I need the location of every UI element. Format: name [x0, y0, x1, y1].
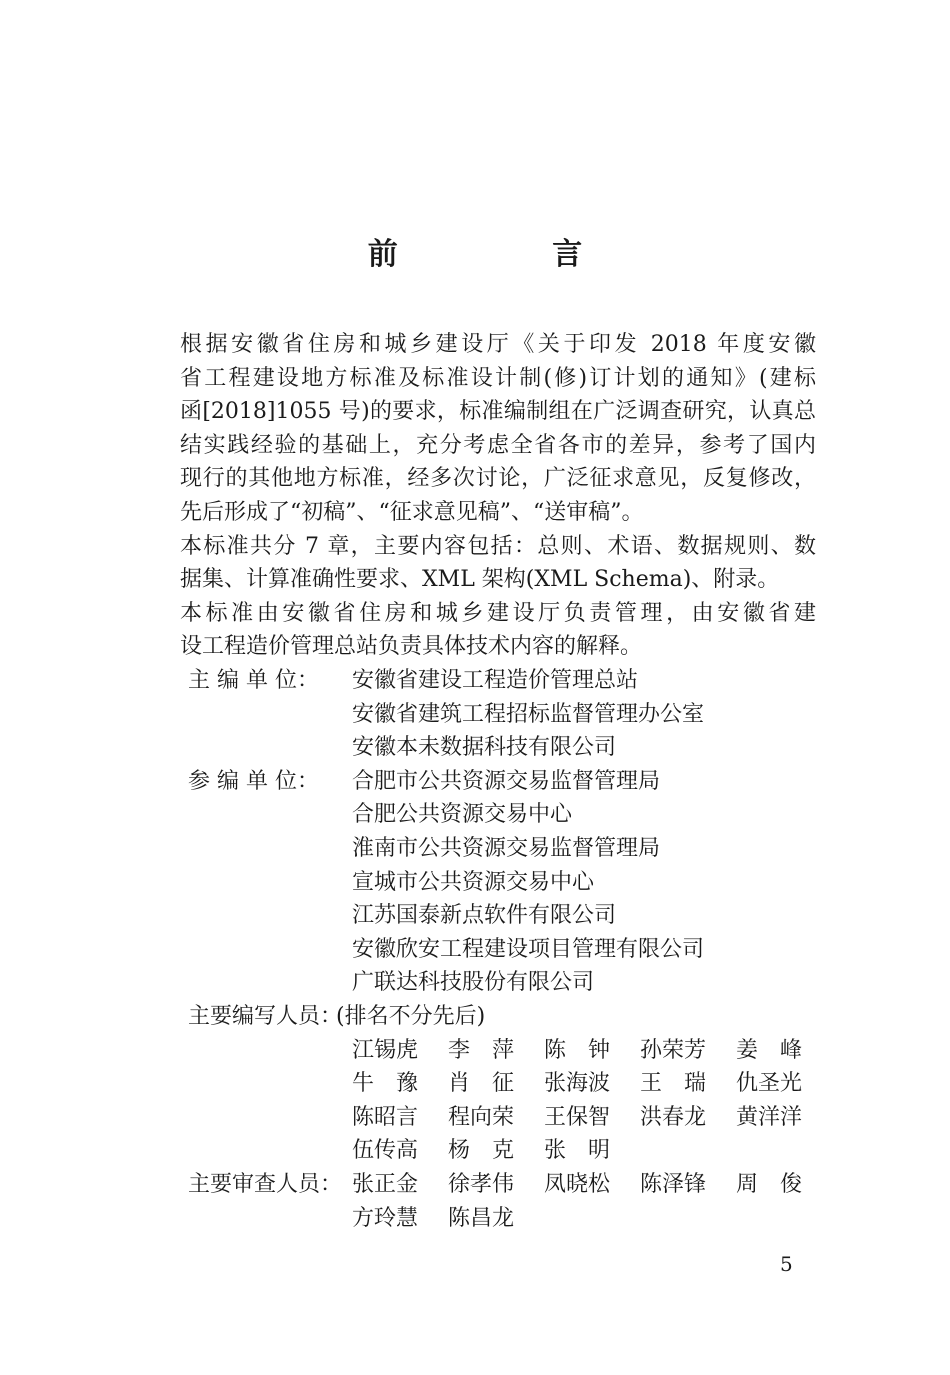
person-name: 王保智 — [544, 1104, 611, 1130]
person-name: 陈泽锋 — [640, 1171, 707, 1197]
co-editor-unit: 宣城市公共资源交易中心 — [352, 869, 595, 895]
chief-editor-unit: 安徽本未数据科技有限公司 — [352, 735, 617, 761]
person-name: 黄洋洋 — [736, 1104, 803, 1130]
text-line: 据集、计算准确性要求、XML 架构(XML Schema)、附录。 — [180, 567, 780, 593]
name-row — [352, 1134, 640, 1168]
person-name: 张海波 — [544, 1071, 611, 1097]
chief-editor-unit: 安徽省建筑工程招标监督管理办公室 — [352, 701, 705, 727]
person-name: 陈昭言 — [352, 1104, 419, 1130]
person-name: 周 俊 — [736, 1171, 803, 1197]
text-line: 省工程建设地方标准及标准设计制(修)订计划的通知》(建标 — [180, 365, 816, 391]
name-row — [352, 1202, 544, 1236]
name-row — [352, 1168, 832, 1202]
co-editor-unit: 淮南市公共资源交易监督管理局 — [352, 835, 661, 861]
page-number: 5 — [780, 1252, 793, 1276]
person-name: 徐孝伟 — [448, 1171, 515, 1197]
person-name: 姜 峰 — [736, 1037, 803, 1063]
chief-editors-label: 主 编 单 位： — [188, 668, 319, 693]
co-editor-unit: 合肥公共资源交易中心 — [352, 802, 573, 828]
text-line: 设工程造价管理总站负责具体技术内容的解释。 — [180, 634, 643, 660]
person-name: 伍传高 — [352, 1138, 419, 1164]
drafters-row — [136, 1000, 816, 1034]
text-line: 结实践经验的基础上，充分考虑全省各市的差异，参考了国内 — [180, 432, 816, 458]
person-name: 程向荣 — [448, 1104, 515, 1130]
co-editor-unit: 安徽欣安工程建设项目管理有限公司 — [352, 936, 705, 962]
co-editor-unit: 江苏国泰新点软件有限公司 — [352, 903, 617, 929]
name-row — [352, 1101, 832, 1135]
person-name: 张正金 — [352, 1171, 419, 1197]
chief-editor-unit: 安徽省建设工程造价管理总站 — [352, 668, 639, 693]
preface-body — [136, 328, 816, 664]
name-row — [352, 1067, 832, 1101]
person-name: 李 萍 — [448, 1037, 515, 1063]
drafters-label: 主要编写人员： — [188, 1003, 343, 1029]
text-line: 根据安徽省住房和城乡建设厅《关于印发 2018 年度安徽 — [180, 332, 816, 357]
person-name: 凤晓松 — [544, 1171, 611, 1197]
drafters-note: (排名不分先后) — [336, 1003, 486, 1029]
text-line: 函[2018]1055 号)的要求，标准编制组在广泛调查研究，认真总 — [180, 399, 816, 425]
co-editors-row — [136, 765, 816, 799]
person-name: 牛 豫 — [352, 1071, 419, 1097]
text-line: 本标准共分 7 章，主要内容包括：总则、术语、数据规则、数 — [180, 533, 816, 559]
person-name: 孙荣芳 — [640, 1037, 707, 1063]
person-name: 江锡虎 — [352, 1037, 419, 1063]
paragraph-2 — [136, 530, 816, 597]
person-name: 肖 征 — [448, 1071, 515, 1097]
editor-list — [136, 664, 816, 1235]
reviewers-row — [136, 1168, 816, 1202]
text-line: 先后形成了“初稿”、“征求意见稿”、“送审稿”。 — [180, 499, 644, 525]
chief-editors-row — [136, 664, 816, 698]
co-editor-unit: 合肥市公共资源交易监督管理局 — [352, 768, 661, 794]
person-name: 方玲慧 — [352, 1205, 419, 1231]
person-name: 陈昌龙 — [448, 1205, 515, 1231]
person-name: 杨 克 — [448, 1138, 515, 1164]
reviewers-label: 主要审查人员： — [188, 1171, 343, 1197]
co-editors-label: 参 编 单 位： — [188, 768, 319, 794]
person-name: 王 瑞 — [640, 1071, 707, 1097]
text-line: 现行的其他地方标准，经多次讨论，广泛征求意见，反复修改， — [180, 466, 816, 492]
paragraph-1 — [136, 328, 816, 530]
text-line: 本标准由安徽省住房和城乡建设厅负责管理，由安徽省建 — [180, 600, 816, 626]
paragraph-3 — [136, 597, 816, 664]
person-name: 张 明 — [544, 1138, 611, 1164]
person-name: 洪春龙 — [640, 1104, 707, 1130]
person-name: 陈 钟 — [544, 1037, 611, 1063]
name-row — [352, 1034, 832, 1068]
page-title: 前 言 — [367, 237, 655, 272]
co-editor-unit: 广联达科技股份有限公司 — [352, 970, 595, 996]
person-name: 仇圣光 — [736, 1071, 803, 1097]
